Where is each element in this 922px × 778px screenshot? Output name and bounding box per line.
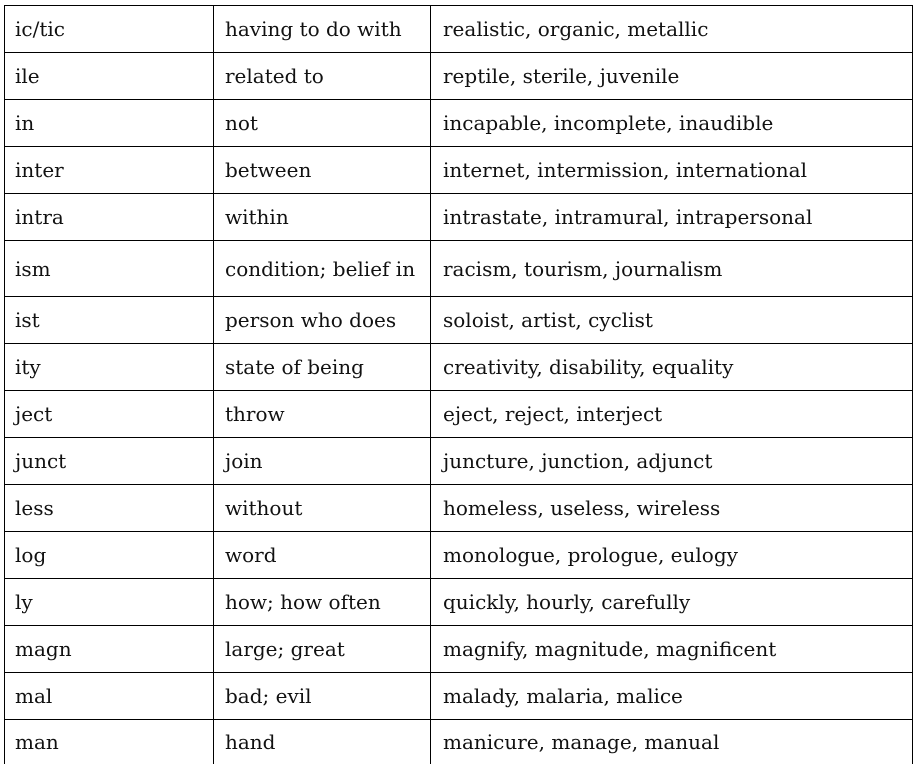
table-row [5, 391, 913, 438]
examples-cell: monologue, prologue, eulogy [431, 532, 913, 579]
examples-cell: racism, tourism, journalism [431, 241, 913, 297]
root-cell: ly [5, 579, 214, 626]
root-cell: magn [5, 626, 214, 673]
root-cell: ic/tic [5, 6, 214, 53]
meaning-cell: hand [214, 720, 431, 764]
root-cell: intra [5, 194, 214, 241]
examples-cell: creativity, disability, equality [431, 344, 913, 391]
meaning-cell: person who does [214, 297, 431, 344]
meaning-cell: how; how often [214, 579, 431, 626]
meaning-cell: throw [214, 391, 431, 438]
meaning-cell: condition; belief in [214, 241, 431, 297]
examples-cell: eject, reject, interject [431, 391, 913, 438]
meaning-cell: related to [214, 53, 431, 100]
table-row [5, 485, 913, 532]
meaning-cell: having to do with [214, 6, 431, 53]
table-row [5, 532, 913, 579]
root-cell: junct [5, 438, 214, 485]
meaning-cell: without [214, 485, 431, 532]
meaning-cell: within [214, 194, 431, 241]
root-cell: ist [5, 297, 214, 344]
meaning-cell: bad; evil [214, 673, 431, 720]
root-cell: log [5, 532, 214, 579]
table-row [5, 147, 913, 194]
examples-cell: homeless, useless, wireless [431, 485, 913, 532]
root-cell: ject [5, 391, 214, 438]
examples-cell: malady, malaria, malice [431, 673, 913, 720]
table-row [5, 297, 913, 344]
root-cell: inter [5, 147, 214, 194]
meaning-cell: not [214, 100, 431, 147]
table-row [5, 53, 913, 100]
meaning-cell: large; great [214, 626, 431, 673]
meaning-cell: state of being [214, 344, 431, 391]
examples-cell: manicure, manage, manual [431, 720, 913, 764]
examples-cell: realistic, organic, metallic [431, 6, 913, 53]
table-row [5, 194, 913, 241]
table-row [5, 438, 913, 485]
examples-cell: reptile, sterile, juvenile [431, 53, 913, 100]
table-row [5, 720, 913, 764]
table-row [5, 100, 913, 147]
table-row [5, 241, 913, 297]
word-parts-table [4, 5, 913, 764]
root-cell: mal [5, 673, 214, 720]
examples-cell: magnify, magnitude, magnificent [431, 626, 913, 673]
meaning-cell: join [214, 438, 431, 485]
examples-cell: internet, intermission, international [431, 147, 913, 194]
table-row [5, 673, 913, 720]
root-cell: less [5, 485, 214, 532]
examples-cell: incapable, incomplete, inaudible [431, 100, 913, 147]
root-cell: man [5, 720, 214, 764]
meaning-cell: word [214, 532, 431, 579]
table-row [5, 6, 913, 53]
root-cell: ism [5, 241, 214, 297]
table-row [5, 344, 913, 391]
examples-cell: juncture, junction, adjunct [431, 438, 913, 485]
examples-cell: intrastate, intramural, intrapersonal [431, 194, 913, 241]
root-cell: in [5, 100, 214, 147]
table-row [5, 579, 913, 626]
root-cell: ile [5, 53, 214, 100]
root-cell: ity [5, 344, 214, 391]
meaning-cell: between [214, 147, 431, 194]
table-row [5, 626, 913, 673]
examples-cell: quickly, hourly, carefully [431, 579, 913, 626]
examples-cell: soloist, artist, cyclist [431, 297, 913, 344]
